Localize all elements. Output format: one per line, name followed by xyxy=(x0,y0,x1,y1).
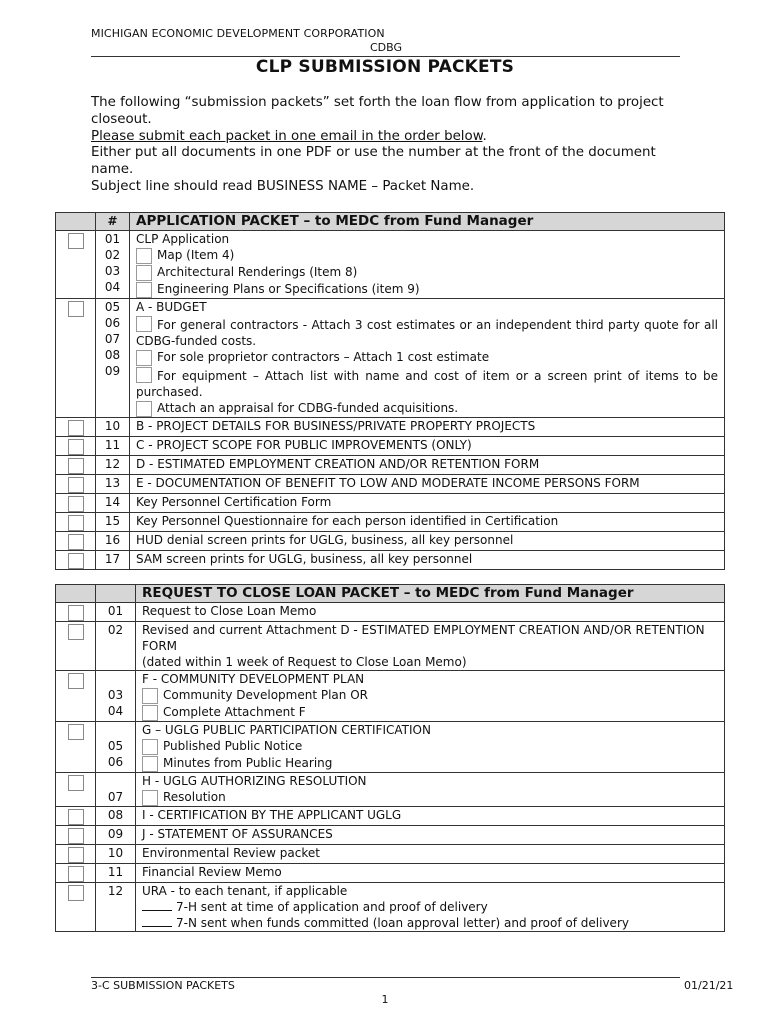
row-number: 15 xyxy=(96,513,130,532)
row-checkbox[interactable] xyxy=(68,534,84,550)
table-row xyxy=(56,456,725,475)
row-number: 11 xyxy=(96,437,130,456)
row-checkbox-cell xyxy=(56,437,96,456)
row-number: 03 xyxy=(107,688,124,702)
sub-item-checkbox[interactable] xyxy=(136,282,152,298)
row-checkbox[interactable] xyxy=(68,515,84,531)
table-row xyxy=(56,475,725,494)
sub-item-checkbox[interactable] xyxy=(136,248,152,264)
number-column-header xyxy=(96,585,136,603)
row-checkbox-cell xyxy=(56,456,96,475)
row-checkbox-cell xyxy=(56,622,96,671)
intro-line-4: Subject line should read BUSINESS NAME – Packet Name. xyxy=(91,178,475,194)
sub-item-label: Complete Attachment F xyxy=(163,705,306,719)
table-row xyxy=(56,437,725,456)
table-row xyxy=(56,622,725,671)
intro-line-2 xyxy=(91,129,691,146)
row-numbers xyxy=(96,299,130,418)
intro-line-3: Either put all documents in one PDF or use the number at the front of the document name. xyxy=(91,145,656,178)
row-number: 06 xyxy=(107,755,124,769)
row-description xyxy=(130,299,725,418)
footer-divider xyxy=(91,977,680,978)
item-title: Key Personnel Questionnaire for each person identified in Certification xyxy=(130,513,725,532)
row-number: 10 xyxy=(96,418,130,437)
sub-item xyxy=(136,366,718,400)
row-number: 09 xyxy=(96,826,136,845)
row-number: 07 xyxy=(107,790,124,804)
row-number: 03 xyxy=(104,264,121,278)
row-checkbox-cell xyxy=(56,532,96,551)
sub-item xyxy=(136,247,718,264)
row-number: 05 xyxy=(104,300,121,314)
sub-item-label: Engineering Plans or Specifications (item 9) xyxy=(157,282,420,296)
item-title: A - BUDGET xyxy=(136,300,207,314)
row-checkbox-cell xyxy=(56,773,96,807)
row-checkbox-cell xyxy=(56,864,96,883)
sub-item-checkbox[interactable] xyxy=(142,739,158,755)
item-title: HUD denial screen prints for UGLG, business, all key personnel xyxy=(130,532,725,551)
item-title: CLP Application xyxy=(136,232,230,246)
row-checkbox-cell xyxy=(56,671,96,722)
row-description xyxy=(136,883,725,932)
row-checkbox-cell xyxy=(56,845,96,864)
table-row xyxy=(56,494,725,513)
item-title: E - DOCUMENTATION OF BENEFIT TO LOW AND MODERATE INCOME PERSONS FORM xyxy=(130,475,725,494)
item-title: J - STATEMENT OF ASSURANCES xyxy=(136,826,725,845)
table-row xyxy=(56,883,725,932)
item-title: SAM screen prints for UGLG, business, all key personnel xyxy=(130,551,725,570)
row-description xyxy=(136,671,725,722)
application-packet-table xyxy=(55,212,725,570)
intro-period: . xyxy=(482,128,487,144)
row-checkbox[interactable] xyxy=(68,233,84,249)
sub-item-checkbox[interactable] xyxy=(136,316,152,332)
sub-item xyxy=(136,264,718,281)
item-title: G – UGLG PUBLIC PARTICIPATION CERTIFICATION xyxy=(142,723,431,737)
sub-item xyxy=(136,400,718,417)
table-row xyxy=(56,807,725,826)
row-number: 13 xyxy=(96,475,130,494)
sub-item xyxy=(136,281,718,298)
row-checkbox[interactable] xyxy=(68,847,84,863)
row-checkbox[interactable] xyxy=(68,301,84,317)
row-number: 06 xyxy=(104,316,121,330)
row-checkbox-cell xyxy=(56,299,96,418)
row-number: 08 xyxy=(96,807,136,826)
row-checkbox-cell xyxy=(56,494,96,513)
sub-item-checkbox[interactable] xyxy=(142,790,158,806)
row-number: 09 xyxy=(104,364,121,378)
sub-item-label: Attach an appraisal for CDBG-funded acquisitions. xyxy=(157,401,459,415)
table-row xyxy=(56,773,725,807)
sub-item xyxy=(136,349,718,366)
item-title: B - PROJECT DETAILS FOR BUSINESS/PRIVATE PROPERTY PROJECTS xyxy=(130,418,725,437)
row-number: 01 xyxy=(104,232,121,246)
sub-item-checkbox[interactable] xyxy=(142,705,158,721)
item-title: D - ESTIMATED EMPLOYMENT CREATION AND/OR RETENTION FORM xyxy=(130,456,725,475)
row-numbers xyxy=(96,671,136,722)
sub-item-label: For sole proprietor contractors – Attach 1 cost estimate xyxy=(157,350,490,364)
application-packet-header-row xyxy=(56,213,725,231)
table-row xyxy=(56,864,725,883)
organization-name: MICHIGAN ECONOMIC DEVELOPMENT CORPORATION xyxy=(91,27,385,40)
row-numbers xyxy=(96,773,136,807)
row-numbers xyxy=(96,231,130,299)
row-checkbox[interactable] xyxy=(68,885,84,901)
sub-item-checkbox[interactable] xyxy=(142,688,158,704)
sub-item xyxy=(136,315,718,349)
item-title: URA - to each tenant, if applicable xyxy=(142,884,348,898)
sub-item xyxy=(142,915,718,931)
sub-item xyxy=(142,899,718,915)
table-row xyxy=(56,532,725,551)
row-checkbox[interactable] xyxy=(68,605,84,621)
close-packet-header-row xyxy=(56,585,725,603)
row-checkbox[interactable] xyxy=(68,673,84,689)
footer-document-name: 3-C SUBMISSION PACKETS xyxy=(91,979,235,992)
sub-item-label: Minutes from Public Hearing xyxy=(163,756,333,770)
row-checkbox[interactable] xyxy=(68,496,84,512)
sub-item-checkbox[interactable] xyxy=(136,265,152,281)
item-title: H - UGLG AUTHORIZING RESOLUTION xyxy=(142,774,367,788)
row-number: 17 xyxy=(96,551,130,570)
row-checkbox-cell xyxy=(56,826,96,845)
program-name: CDBG xyxy=(370,41,403,54)
item-title: C - PROJECT SCOPE FOR PUBLIC IMPROVEMENTS (ONLY) xyxy=(130,437,725,456)
row-number: 07 xyxy=(104,332,121,346)
sub-item-label: Published Public Notice xyxy=(163,739,303,753)
table-row xyxy=(56,231,725,299)
row-number: 04 xyxy=(107,704,124,718)
row-checkbox-cell xyxy=(56,883,96,932)
checkbox-column-header xyxy=(56,213,96,231)
item-title: Key Personnel Certification Form xyxy=(130,494,725,513)
sub-item xyxy=(142,789,718,806)
item-title: Revised and current Attachment D - ESTIMATED EMPLOYMENT CREATION AND/OR RETENTION FORM xyxy=(142,623,705,653)
row-checkbox[interactable] xyxy=(68,553,84,569)
row-checkbox[interactable] xyxy=(68,724,84,740)
page-number: 1 xyxy=(381,993,389,1006)
fill-in-blank[interactable] xyxy=(142,900,172,911)
row-checkbox[interactable] xyxy=(68,624,84,640)
sub-item-label: For equipment – Attach list with name and cost of item or a screen print of items to be purchased. xyxy=(136,369,718,399)
item-title: Financial Review Memo xyxy=(136,864,725,883)
item-title: Request to Close Loan Memo xyxy=(136,603,725,622)
row-checkbox[interactable] xyxy=(68,828,84,844)
sub-item xyxy=(142,704,718,721)
row-number: 08 xyxy=(104,348,121,362)
intro-line-1: The following “submission packets” set forth the loan flow from application to project closeout. xyxy=(91,95,664,127)
sub-item-checkbox[interactable] xyxy=(136,401,152,417)
fill-in-blank[interactable] xyxy=(142,916,172,927)
sub-item-label: Resolution xyxy=(163,790,226,804)
sub-item-checkbox[interactable] xyxy=(136,350,152,366)
number-column-header: # xyxy=(96,213,130,231)
row-checkbox-cell xyxy=(56,475,96,494)
table-row xyxy=(56,722,725,773)
row-checkbox[interactable] xyxy=(68,420,84,436)
checkbox-column-header xyxy=(56,585,96,603)
sub-item-label: Architectural Renderings (Item 8) xyxy=(157,265,358,279)
intro-text xyxy=(91,95,691,196)
row-number: 12 xyxy=(96,883,136,932)
sub-item-checkbox[interactable] xyxy=(136,367,152,383)
row-number: 10 xyxy=(96,845,136,864)
row-checkbox-cell xyxy=(56,418,96,437)
row-number: 16 xyxy=(96,532,130,551)
row-checkbox[interactable] xyxy=(68,439,84,455)
close-loan-packet-table xyxy=(55,584,725,932)
item-title: Environmental Review packet xyxy=(136,845,725,864)
item-note: (dated within 1 week of Request to Close Loan Memo) xyxy=(142,655,467,669)
page-title: CLP SUBMISSION PACKETS xyxy=(255,57,515,77)
sub-item-label: Community Development Plan OR xyxy=(163,688,368,702)
row-description xyxy=(136,773,725,807)
table-row xyxy=(56,551,725,570)
sub-item xyxy=(142,755,718,772)
intro-instruction: Please submit each packet in one email in the order below xyxy=(91,128,483,144)
row-checkbox[interactable] xyxy=(68,458,84,474)
row-number: 05 xyxy=(107,739,124,753)
row-numbers xyxy=(96,722,136,773)
row-checkbox-cell xyxy=(56,231,96,299)
sub-item-label: Map (Item 4) xyxy=(157,248,235,262)
table-row xyxy=(56,845,725,864)
table-row xyxy=(56,603,725,622)
row-number: 02 xyxy=(104,248,121,262)
table-row xyxy=(56,299,725,418)
sub-item-label: For general contractors - Attach 3 cost estimates or an independent third party quote for all CDBG-funded costs. xyxy=(136,318,718,348)
row-checkbox-cell xyxy=(56,551,96,570)
row-description xyxy=(136,722,725,773)
footer-date: 01/21/21 xyxy=(684,979,734,992)
sub-item-label: 7-H sent at time of application and proof of delivery xyxy=(176,900,488,914)
sub-item-label: 7-N sent when funds committed (loan approval letter) and proof of delivery xyxy=(176,916,629,930)
row-number: 12 xyxy=(96,456,130,475)
row-checkbox-cell xyxy=(56,722,96,773)
row-checkbox[interactable] xyxy=(68,775,84,791)
row-description xyxy=(130,231,725,299)
sub-item xyxy=(142,738,718,755)
row-checkbox-cell xyxy=(56,807,96,826)
row-checkbox[interactable] xyxy=(68,866,84,882)
item-title: F - COMMUNITY DEVELOPMENT PLAN xyxy=(142,672,365,686)
row-checkbox-cell xyxy=(56,513,96,532)
table-row xyxy=(56,826,725,845)
row-number: 11 xyxy=(96,864,136,883)
table-row xyxy=(56,671,725,722)
row-number: 01 xyxy=(96,603,136,622)
application-packet-heading: APPLICATION PACKET – to MEDC from Fund Manager xyxy=(130,213,725,231)
row-description xyxy=(136,622,725,671)
close-packet-heading: REQUEST TO CLOSE LOAN PACKET – to MEDC from Fund Manager xyxy=(136,585,725,603)
row-checkbox-cell xyxy=(56,603,96,622)
table-row xyxy=(56,418,725,437)
sub-item xyxy=(142,687,718,704)
sub-item-checkbox[interactable] xyxy=(142,756,158,772)
row-number: 04 xyxy=(104,280,121,294)
row-checkbox[interactable] xyxy=(68,809,84,825)
row-checkbox[interactable] xyxy=(68,477,84,493)
row-number: 02 xyxy=(96,622,136,671)
item-title: I - CERTIFICATION BY THE APPLICANT UGLG xyxy=(136,807,725,826)
row-number: 14 xyxy=(96,494,130,513)
table-row xyxy=(56,513,725,532)
